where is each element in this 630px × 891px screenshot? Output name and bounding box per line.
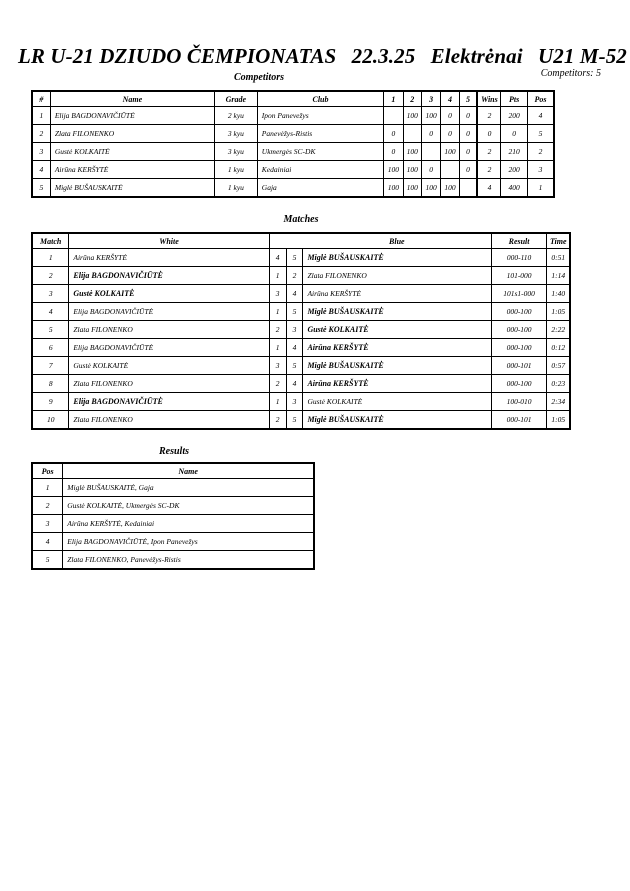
cell-wins: 0 (477, 125, 500, 143)
white-competitor: Gustė KOLKAITĖ (69, 285, 269, 303)
cell-vs-3: 0 (421, 125, 440, 143)
white-number: 1 (269, 303, 286, 321)
cell-vs-1 (384, 107, 403, 125)
cell-points: 400 (501, 179, 528, 198)
blue-competitor: Gustė KOLKAITĖ (303, 393, 491, 411)
cell-vs-1: 100 (384, 179, 403, 198)
cell-vs-3: 100 (421, 107, 440, 125)
cell-vs-4 (441, 161, 459, 179)
white-competitor: Airūna KERŠYTĖ (69, 249, 269, 267)
cell-position: 1 (527, 179, 554, 198)
col-pos: Pos (32, 463, 63, 479)
col-points: Pts (501, 91, 528, 107)
result-row (32, 551, 314, 570)
col-vs-3: 3 (421, 91, 440, 107)
blue-number: 3 (286, 393, 303, 411)
blue-competitor: Airūna KERŠYTĖ (303, 285, 491, 303)
white-competitor: Elija BAGDONAVIČIŪTĖ (69, 303, 269, 321)
cell-number: 3 (32, 143, 50, 161)
match-time: 0:57 (547, 357, 570, 375)
col-result: Result (491, 233, 547, 249)
result-position: 3 (32, 515, 63, 533)
match-number: 2 (32, 267, 69, 285)
cell-vs-5: 0 (459, 107, 477, 125)
cell-vs-5 (459, 179, 477, 198)
cell-club: Panevėžys-Ristis (257, 125, 383, 143)
match-number: 7 (32, 357, 69, 375)
col-grade: Grade (214, 91, 257, 107)
white-competitor: Gustė KOLKAITĖ (69, 357, 269, 375)
match-row (32, 303, 570, 321)
blue-number: 2 (286, 267, 303, 285)
result-position: 2 (32, 497, 63, 515)
cell-vs-5: 0 (459, 161, 477, 179)
match-result: 000-101 (491, 411, 547, 430)
col-blue: Blue (303, 233, 491, 249)
blue-competitor: Airūna KERŠYTĖ (303, 375, 491, 393)
competitors-count: Competitors: 5 (540, 68, 601, 79)
competitor-row (32, 161, 554, 179)
result-position: 1 (32, 479, 63, 497)
result-row (32, 515, 314, 533)
col-vs-5: 5 (459, 91, 477, 107)
blue-competitor: Miglė BUŠAUSKAITĖ (303, 303, 491, 321)
blue-competitor: Airūna KERŠYTĖ (303, 339, 491, 357)
page-title (18, 44, 627, 69)
col-numbers (269, 233, 303, 249)
match-row (32, 375, 570, 393)
cell-name: Airūna KERŠYTĖ (50, 161, 214, 179)
event-location: Elektrėnai (430, 44, 523, 68)
match-row (32, 321, 570, 339)
results-table (31, 462, 315, 570)
result-row (32, 497, 314, 515)
blue-competitor: Zlata FILONENKO (303, 267, 491, 285)
white-competitor: Zlata FILONENKO (69, 321, 269, 339)
col-vs-2: 2 (403, 91, 421, 107)
match-number: 8 (32, 375, 69, 393)
cell-position: 5 (527, 125, 554, 143)
matches-table (31, 232, 571, 430)
col-name: Name (50, 91, 214, 107)
cell-vs-1: 0 (384, 125, 403, 143)
cell-wins: 2 (477, 143, 500, 161)
cell-vs-3 (421, 143, 440, 161)
match-row (32, 339, 570, 357)
match-row (32, 285, 570, 303)
match-result: 000-100 (491, 339, 547, 357)
cell-points: 200 (501, 161, 528, 179)
cell-grade: 1 kyu (214, 179, 257, 198)
competitor-row (32, 143, 554, 161)
cell-name: Gustė KOLKAITĖ (50, 143, 214, 161)
cell-name: Elija BAGDONAVIČIŪTĖ (50, 107, 214, 125)
cell-number: 5 (32, 179, 50, 198)
white-number: 1 (269, 393, 286, 411)
cell-club: Ukmergės SC-DK (257, 143, 383, 161)
cell-club: Kedainiai (257, 161, 383, 179)
cell-vs-2: 100 (403, 143, 421, 161)
cell-grade: 2 kyu (214, 107, 257, 125)
blue-number: 5 (286, 303, 303, 321)
cell-points: 0 (501, 125, 528, 143)
match-time: 1:40 (547, 285, 570, 303)
match-result: 000-110 (491, 249, 547, 267)
competitor-row (32, 125, 554, 143)
cell-grade: 3 kyu (214, 125, 257, 143)
result-name: Airūna KERŠYTĖ, Kedainiai (63, 515, 314, 533)
result-name: Zlata FILONENKO, Panevėžys-Ristis (63, 551, 314, 570)
blue-number: 4 (286, 375, 303, 393)
col-position: Pos (527, 91, 554, 107)
match-result: 000-100 (491, 303, 547, 321)
result-position: 4 (32, 533, 63, 551)
blue-number: 5 (286, 357, 303, 375)
cell-vs-5: 0 (459, 143, 477, 161)
cell-vs-4: 0 (441, 107, 459, 125)
match-number: 3 (32, 285, 69, 303)
cell-vs-1: 100 (384, 161, 403, 179)
cell-vs-2: 100 (403, 179, 421, 198)
match-result: 000-101 (491, 357, 547, 375)
col-time: Time (547, 233, 570, 249)
blue-number: 4 (286, 339, 303, 357)
col-club: Club (257, 91, 383, 107)
cell-wins: 2 (477, 107, 500, 125)
blue-competitor: Miglė BUŠAUSKAITĖ (303, 411, 491, 430)
cell-name: Miglė BUŠAUSKAITĖ (50, 179, 214, 198)
result-name: Elija BAGDONAVIČIŪTĖ, Ipon Panevežys (63, 533, 314, 551)
blue-number: 4 (286, 285, 303, 303)
match-time: 1:05 (547, 303, 570, 321)
cell-grade: 3 kyu (214, 143, 257, 161)
match-number: 9 (32, 393, 69, 411)
result-name: Gustė KOLKAITĖ, Ukmergės SC-DK (63, 497, 314, 515)
cell-vs-5: 0 (459, 125, 477, 143)
competitor-row (32, 107, 554, 125)
white-number: 4 (269, 249, 286, 267)
cell-wins: 2 (477, 161, 500, 179)
cell-vs-4: 100 (441, 143, 459, 161)
match-result: 000-100 (491, 375, 547, 393)
white-number: 3 (269, 357, 286, 375)
cell-vs-4: 0 (441, 125, 459, 143)
blue-number: 5 (286, 249, 303, 267)
blue-competitor: Miglė BUŠAUSKAITĖ (303, 357, 491, 375)
cell-vs-2: 100 (403, 161, 421, 179)
white-number: 2 (269, 321, 286, 339)
cell-vs-3: 100 (421, 179, 440, 198)
blue-number: 5 (286, 411, 303, 430)
blue-competitor: Gustė KOLKAITĖ (303, 321, 491, 339)
cell-number: 1 (32, 107, 50, 125)
competitors-table (31, 90, 555, 198)
match-number: 5 (32, 321, 69, 339)
match-time: 0:51 (547, 249, 570, 267)
cell-number: 2 (32, 125, 50, 143)
cell-vs-3: 0 (421, 161, 440, 179)
match-row (32, 267, 570, 285)
result-name: Miglė BUŠAUSKAITĖ, Gaja (63, 479, 314, 497)
match-row (32, 249, 570, 267)
blue-number: 3 (286, 321, 303, 339)
blue-competitor: Miglė BUŠAUSKAITĖ (303, 249, 491, 267)
match-result: 101-000 (491, 267, 547, 285)
match-number: 4 (32, 303, 69, 321)
white-competitor: Zlata FILONENKO (69, 375, 269, 393)
match-time: 0:23 (547, 375, 570, 393)
col-number: # (32, 91, 50, 107)
result-row (32, 479, 314, 497)
results-header-row (32, 463, 314, 479)
white-competitor: Zlata FILONENKO (69, 411, 269, 430)
white-number: 3 (269, 285, 286, 303)
cell-position: 4 (527, 107, 554, 125)
match-result: 000-100 (491, 321, 547, 339)
match-row (32, 357, 570, 375)
match-result: 100-010 (491, 393, 547, 411)
cell-club: Ipon Panevežys (257, 107, 383, 125)
match-result: 101s1-000 (491, 285, 547, 303)
col-match: Match (32, 233, 69, 249)
result-position: 5 (32, 551, 63, 570)
match-time: 0:12 (547, 339, 570, 357)
cell-points: 200 (501, 107, 528, 125)
match-row (32, 411, 570, 430)
white-number: 1 (269, 267, 286, 285)
white-competitor: Elija BAGDONAVIČIŪTĖ (69, 267, 269, 285)
col-white: White (69, 233, 269, 249)
event-category: U21 M-52 (538, 44, 627, 68)
match-time: 1:14 (547, 267, 570, 285)
result-row (32, 533, 314, 551)
competitors-heading: Competitors (233, 72, 284, 83)
white-competitor: Elija BAGDONAVIČIŪTĖ (69, 339, 269, 357)
cell-name: Zlata FILONENKO (50, 125, 214, 143)
white-number: 1 (269, 339, 286, 357)
match-number: 10 (32, 411, 69, 430)
match-time: 2:22 (547, 321, 570, 339)
competitor-row (32, 179, 554, 198)
matches-header-row (32, 233, 570, 249)
event-date: 22.3.25 (351, 44, 416, 68)
cell-vs-4: 100 (441, 179, 459, 198)
match-time: 1:05 (547, 411, 570, 430)
match-number: 6 (32, 339, 69, 357)
white-number: 2 (269, 411, 286, 430)
cell-wins: 4 (477, 179, 500, 198)
results-heading: Results (158, 446, 189, 457)
competitors-header-row (32, 91, 554, 107)
cell-number: 4 (32, 161, 50, 179)
white-number: 2 (269, 375, 286, 393)
cell-vs-2 (403, 125, 421, 143)
event-name: LR U-21 DZIUDO ČEMPIONATAS (18, 44, 337, 68)
cell-club: Gaja (257, 179, 383, 198)
col-result-name: Name (63, 463, 314, 479)
cell-vs-1: 0 (384, 143, 403, 161)
col-wins: Wins (477, 91, 500, 107)
match-number: 1 (32, 249, 69, 267)
matches-heading: Matches (283, 214, 319, 225)
cell-grade: 1 kyu (214, 161, 257, 179)
col-vs-4: 4 (441, 91, 459, 107)
match-row (32, 393, 570, 411)
match-time: 2:34 (547, 393, 570, 411)
col-vs-1: 1 (384, 91, 403, 107)
cell-position: 3 (527, 161, 554, 179)
cell-position: 2 (527, 143, 554, 161)
cell-points: 210 (501, 143, 528, 161)
cell-vs-2: 100 (403, 107, 421, 125)
white-competitor: Elija BAGDONAVIČIŪTĖ (69, 393, 269, 411)
